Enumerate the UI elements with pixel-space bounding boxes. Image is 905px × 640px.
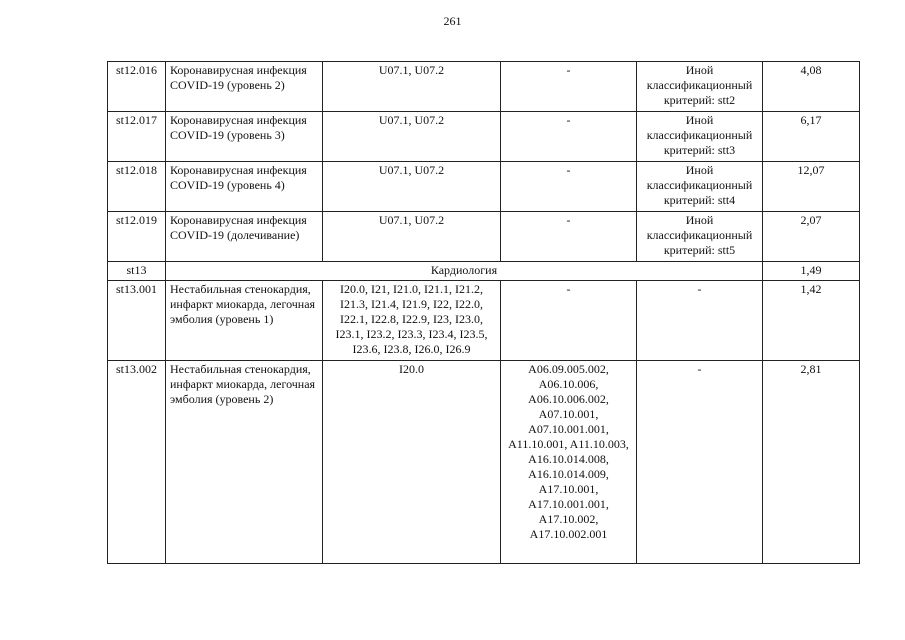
page-number: 261 [443, 14, 462, 28]
row-diagnosis-codes: I20.0 [323, 361, 501, 564]
row-code: st13.001 [108, 281, 166, 361]
table-row [108, 281, 860, 361]
row-name: Коронавирусная инфекция COVID-19 (уровень 4) [166, 162, 323, 212]
row-criterion: Иной классификационный критерий: stt4 [637, 162, 763, 212]
row-criterion: - [637, 281, 763, 361]
row-name: Нестабильная стенокардия, инфаркт миокарда, легочная эмболия (уровень 1) [166, 281, 323, 361]
row-diagnosis-codes: U07.1, U07.2 [323, 162, 501, 212]
row-coefficient: 1,42 [763, 281, 860, 361]
row-code: st13.002 [108, 361, 166, 564]
row-diagnosis-codes: U07.1, U07.2 [323, 212, 501, 262]
row-coefficient: 2,81 [763, 361, 860, 564]
table-row [108, 62, 860, 112]
row-code: st12.019 [108, 212, 166, 262]
row-service-codes: - [501, 162, 637, 212]
row-coefficient: 6,17 [763, 112, 860, 162]
row-name: Коронавирусная инфекция COVID-19 (долечивание) [166, 212, 323, 262]
section-coefficient: 1,49 [763, 262, 860, 281]
row-service-codes: - [501, 212, 637, 262]
row-diagnosis-codes: U07.1, U07.2 [323, 112, 501, 162]
table-row [108, 361, 860, 564]
row-criterion: Иной классификационный критерий: stt3 [637, 112, 763, 162]
row-name: Коронавирусная инфекция COVID-19 (уровень 3) [166, 112, 323, 162]
table-row [108, 162, 860, 212]
row-code: st12.016 [108, 62, 166, 112]
row-name: Нестабильная стенокардия, инфаркт миокарда, легочная эмболия (уровень 2) [166, 361, 323, 564]
table-row [108, 112, 860, 162]
row-criterion: - [637, 361, 763, 564]
row-service-codes: A06.09.005.002, A06.10.006, A06.10.006.002, A07.10.001, A07.10.001.001, A11.10.001, A11.10.003, A16.10.014.008, A16.10.014.009, A17.10.001, A17.10.001.001, A17.10.002, A17.10.002.001 [501, 361, 637, 564]
section-code: st13 [108, 262, 166, 281]
row-name: Коронавирусная инфекция COVID-19 (уровень 2) [166, 62, 323, 112]
row-service-codes: - [501, 112, 637, 162]
row-code: st12.017 [108, 112, 166, 162]
row-criterion: Иной классификационный критерий: stt2 [637, 62, 763, 112]
row-criterion: Иной классификационный критерий: stt5 [637, 212, 763, 262]
row-diagnosis-codes: U07.1, U07.2 [323, 62, 501, 112]
row-diagnosis-codes: I20.0, I21, I21.0, I21.1, I21.2, I21.3, I21.4, I21.9, I22, I22.0, I22.1, I22.8, I22.9, I23, I23.0, I23.1, I23.2, I23.3, I23.4, I23.5, I23.6, I23.8, I26.0, I26.9 [323, 281, 501, 361]
row-coefficient: 2,07 [763, 212, 860, 262]
row-coefficient: 12,07 [763, 162, 860, 212]
section-row [108, 262, 860, 281]
section-title: Кардиология [166, 262, 763, 281]
row-service-codes: - [501, 62, 637, 112]
row-code: st12.018 [108, 162, 166, 212]
table-row [108, 212, 860, 262]
ksg-table [107, 61, 860, 564]
row-service-codes: - [501, 281, 637, 361]
row-coefficient: 4,08 [763, 62, 860, 112]
